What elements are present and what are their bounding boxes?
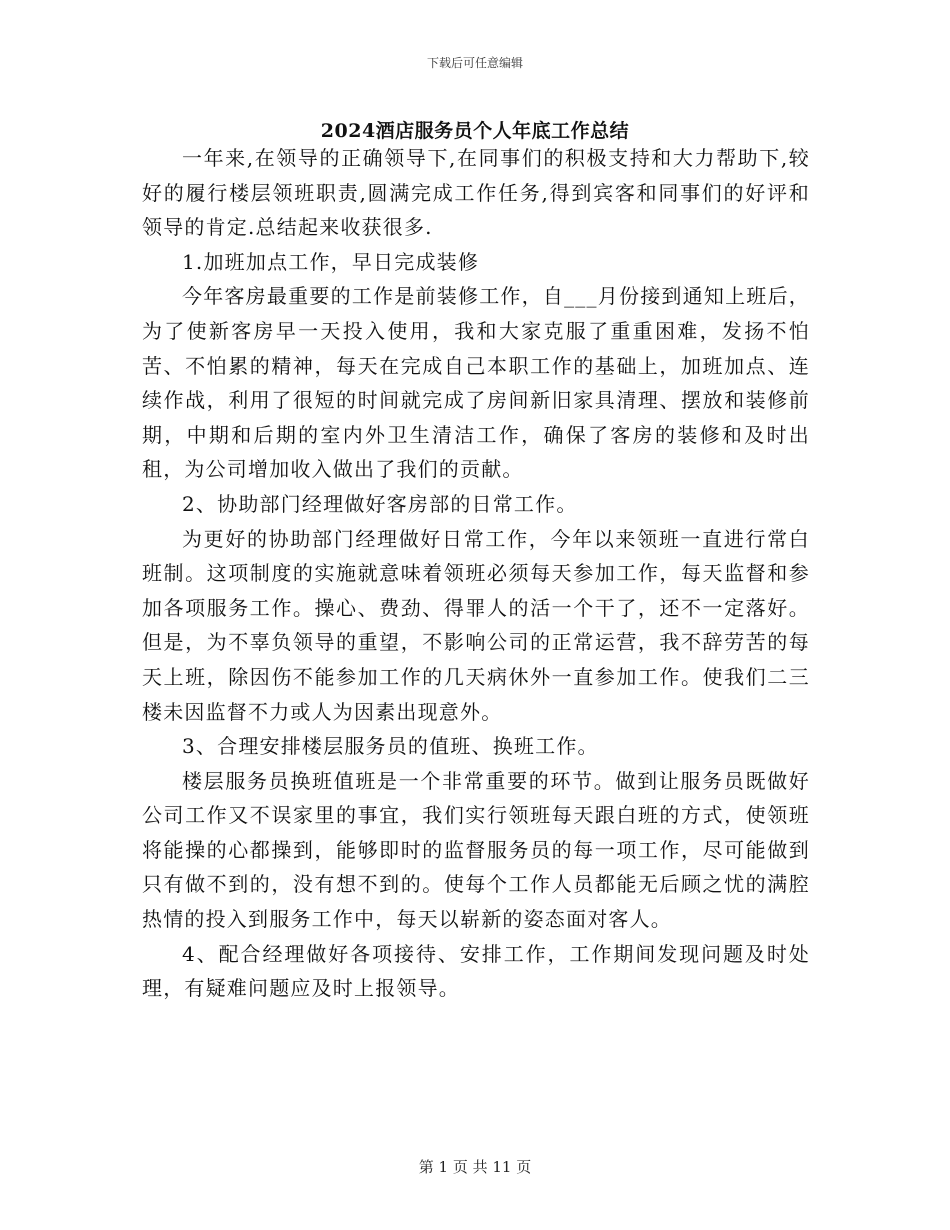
document-title: 2024酒店服务员个人年底工作总结 — [320, 120, 630, 142]
section-heading-2: 2、协助部门经理做好客房部的日常工作。 — [182, 491, 578, 516]
paragraph-section-1: 今年客房最重要的工作是前装修工作，自___月份接到通知上班后，为了使新客房早一天投入使用，我和大家克服了重重困难，发扬不怕苦、不怕累的精神，每天在完成自己本职工作的基础上，加班加点、连续作战，利用了很短的时间就完成了房间新旧家具清理、摆放和装修前期，中期和后期的室内外卫生清洁工作，确保了客房的装修和及时出租，为公司增加收入做出了我们的贡献。 — [142, 284, 810, 482]
section-heading-1: 1.加班加点工作，早日完成装修 — [182, 249, 480, 274]
paragraph-section-3: 楼层服务员换班值班是一个非常重要的环节。做到让服务员既做好公司工作又不误家里的事宜，我们实行领班每天跟白班的方式，使领班将能操的心都操到，能够即时的监督服务员的每一项工作，尽可能做到只有做不到的，没有想不到的。使每个工作人员都能无后顾之忧的满腔热情的投入到服务工作中，每天以崭新的姿态面对客人。 — [142, 768, 810, 932]
section-heading-3: 3、合理安排楼层服务员的值班、换班工作。 — [182, 734, 599, 759]
paragraph-intro: 一年来,在领导的正确领导下,在同事们的积极支持和大力帮助下,较好的履行楼层领班职责,圆满完成工作任务,得到宾客和同事们的好评和领导的肯定.总结起来收获很多. — [142, 146, 810, 240]
page-number-footer: 第 1 页 共 11 页 — [418, 1158, 532, 1176]
paragraph-section-2: 为更好的协助部门经理做好日常工作，今年以来领班一直进行常白班制。这项制度的实施就意味着领班必须每天参加工作，每天监督和参加各项服务工作。操心、费劲、得罪人的活一个干了，还不一定落好。但是，为不辜负领导的重望，不影响公司的正常运营，我不辞劳苦的每天上班，除因伤不能参加工作的几天病休外一直参加工作。使我们二三楼未因监督不力或人为因素出现意外。 — [142, 526, 810, 724]
document-body — [142, 141, 810, 1006]
section-heading-4: 4、配合经理做好各项接待、安排工作，工作期间发现问题及时处理，有疑难问题应及时上报领导。 — [142, 941, 810, 1001]
page-header-note: 下载后可任意编辑 — [426, 56, 523, 70]
